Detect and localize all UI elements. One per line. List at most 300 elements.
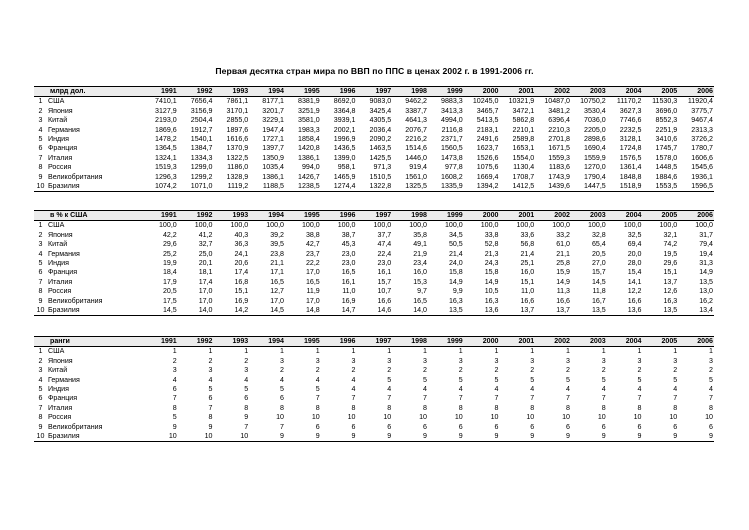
value-cell: 15,8	[484, 268, 499, 277]
value-cell: 6	[315, 422, 320, 431]
value-cell: 5862,8	[512, 116, 535, 125]
value-cell: 33,8	[484, 230, 499, 239]
value-cell: 1671,5	[548, 144, 570, 153]
value-cell: 11,0	[342, 287, 356, 296]
value-cell: 29,6	[162, 240, 177, 249]
row-number: 1	[38, 97, 43, 106]
value-cell: 1947,4	[262, 125, 284, 134]
value-cell: 3229,1	[262, 116, 284, 125]
value-cell: 10	[383, 413, 392, 422]
year-header: 2001	[500, 211, 536, 221]
value-cell: 7	[172, 394, 177, 403]
value-cell: 4	[351, 385, 356, 394]
country-name: Япония	[48, 106, 73, 115]
value-cell: 1514,6	[405, 144, 427, 153]
value-cell: 39,5	[270, 240, 284, 249]
value-cell: 100,0	[552, 221, 570, 230]
value-cell: 1074,2	[142, 182, 178, 192]
value-cell: 15,4	[627, 268, 642, 277]
value-cell: 1296,3	[155, 172, 177, 181]
value-cell: 8	[423, 403, 427, 412]
value-cell: 11530,3	[652, 97, 678, 106]
value-cell: 6	[709, 422, 713, 431]
value-cell: 4305,5	[369, 116, 392, 125]
table-row	[34, 126, 714, 135]
value-cell: 3	[172, 366, 177, 375]
value-cell: 7	[637, 394, 642, 403]
country-name: Россия	[48, 413, 72, 422]
value-cell: 24,3	[484, 259, 499, 268]
value-cell: 3472,1	[512, 106, 535, 115]
value-cell: 3425,4	[369, 106, 392, 115]
row-number: 1	[38, 221, 43, 230]
value-cell: 15,7	[591, 268, 606, 277]
value-cell: 15,8	[448, 268, 463, 277]
value-cell: 22,2	[305, 259, 320, 268]
country-name: США	[48, 221, 65, 230]
value-cell: 3201,7	[262, 106, 284, 115]
value-cell: 2116,8	[441, 125, 463, 134]
value-cell: 10	[490, 413, 499, 422]
table-row	[34, 135, 714, 144]
value-cell: 17,4	[198, 277, 213, 286]
year-header: 2004	[607, 211, 643, 221]
value-cell: 100,0	[623, 221, 642, 230]
year-header: 1999	[428, 211, 464, 221]
value-cell: 21,9	[413, 249, 427, 258]
value-cell: 2	[208, 356, 213, 365]
value-cell: 1465,9	[333, 172, 356, 181]
year-header: 2005	[643, 337, 679, 347]
value-cell: 17,1	[270, 268, 284, 277]
value-cell: 17,0	[198, 296, 213, 305]
year-header: 1995	[285, 87, 321, 97]
value-cell: 79,4	[699, 240, 713, 249]
row-number: 1	[38, 347, 43, 356]
value-cell: 39,2	[270, 230, 284, 239]
table-row	[34, 432, 714, 442]
value-cell: 24,0	[448, 259, 463, 268]
value-cell: 977,8	[444, 163, 463, 172]
value-cell: 8	[601, 403, 606, 412]
year-header: 2003	[571, 211, 607, 221]
value-cell: 1130,4	[513, 163, 535, 172]
value-cell: 1426,7	[298, 172, 320, 181]
value-cell: 8	[566, 403, 570, 412]
value-cell: 16,1	[341, 277, 356, 286]
value-cell: 1035,4	[262, 163, 284, 172]
value-cell: 2210,3	[548, 125, 570, 134]
year-header: 1993	[214, 337, 250, 347]
value-cell: 10	[562, 413, 570, 422]
value-cell: 5	[315, 385, 320, 394]
row-number: 6	[38, 394, 43, 403]
country-name: Великобритания	[48, 422, 103, 431]
value-cell: 9	[244, 413, 249, 422]
value-cell: 8	[244, 403, 249, 412]
year-header: 1999	[428, 87, 464, 97]
value-cell: 6396,4	[548, 116, 570, 125]
value-cell: 17,5	[162, 296, 177, 305]
value-cell: 2002,1	[333, 125, 356, 134]
value-cell: 3726,2	[691, 135, 713, 144]
value-cell: 6	[351, 422, 356, 431]
value-cell: 14,9	[556, 277, 570, 286]
country-name: Великобритания	[48, 296, 103, 305]
value-cell: 1384,7	[190, 144, 213, 153]
value-cell: 3	[673, 356, 678, 365]
value-cell: 69,4	[627, 240, 642, 249]
value-cell: 1439,6	[535, 182, 571, 192]
country-name: Франция	[48, 268, 78, 277]
value-cell: 22,4	[377, 249, 392, 258]
value-cell: 1559,9	[584, 153, 606, 162]
value-cell: 11,9	[306, 287, 320, 296]
value-cell: 10	[526, 413, 535, 422]
value-cell: 14,7	[321, 306, 357, 316]
value-cell: 1	[494, 347, 499, 356]
value-cell: 2	[530, 366, 535, 375]
value-cell: 1186,0	[227, 163, 249, 172]
value-cell: 3	[423, 356, 427, 365]
country-name: Россия	[48, 163, 72, 172]
value-cell: 28,0	[627, 259, 642, 268]
value-cell: 1518,9	[607, 182, 643, 192]
value-cell: 23,0	[341, 249, 356, 258]
value-cell: 7	[351, 394, 356, 403]
row-number: 2	[38, 230, 43, 239]
value-cell: 2	[423, 366, 427, 375]
value-cell: 6	[208, 394, 213, 403]
value-cell: 5	[637, 375, 642, 384]
value-cell: 13,7	[500, 306, 536, 316]
value-cell: 16,8	[234, 277, 249, 286]
value-cell: 1463,5	[369, 144, 392, 153]
value-cell: 38,7	[341, 230, 356, 239]
value-cell: 7	[709, 394, 713, 403]
value-cell: 34,5	[448, 230, 463, 239]
value-cell: 2	[244, 356, 249, 365]
value-cell: 3364,8	[333, 106, 356, 115]
value-cell: 21,1	[270, 259, 284, 268]
country-name: Индия	[48, 259, 69, 268]
value-cell: 7	[458, 394, 463, 403]
value-cell: 38,8	[305, 230, 320, 239]
value-cell: 8	[673, 403, 678, 412]
value-cell: 1	[637, 347, 642, 356]
value-cell: 100,0	[659, 221, 678, 230]
value-cell: 4	[673, 385, 678, 394]
value-cell: 1350,9	[262, 153, 284, 162]
value-cell: 17,9	[162, 277, 177, 286]
value-cell: 4	[423, 385, 427, 394]
row-number: 7	[38, 277, 43, 286]
value-cell: 2232,5	[619, 125, 642, 134]
value-cell: 11,3	[556, 287, 570, 296]
year-header: 2000	[464, 337, 500, 347]
value-cell: 16,1	[377, 268, 392, 277]
table-row	[34, 394, 714, 403]
value-cell: 3	[351, 356, 356, 365]
value-cell: 10	[142, 432, 178, 442]
table-gdp-billion-usd	[34, 86, 714, 192]
value-cell: 23,7	[305, 249, 320, 258]
value-cell: 9083,0	[369, 97, 392, 106]
value-cell: 8	[458, 403, 463, 412]
page-title: Первая десятка стран мира по ВВП по ППС в ценах 2002 г. в 1991-2006 гг.	[215, 66, 534, 76]
country-name: Индия	[48, 385, 69, 394]
value-cell: 4	[566, 385, 570, 394]
table-row	[34, 287, 714, 296]
value-cell: 10,7	[377, 287, 392, 296]
country-name: Китай	[48, 116, 68, 125]
value-cell: 9,9	[452, 287, 463, 296]
value-cell: 8	[494, 403, 499, 412]
value-cell: 1780,7	[691, 144, 713, 153]
value-cell: 3127,9	[155, 106, 177, 115]
value-cell: 7410,1	[155, 97, 177, 106]
value-cell: 100,0	[158, 221, 177, 230]
value-cell: 8177,1	[262, 97, 284, 106]
value-cell: 36,3	[234, 240, 249, 249]
value-cell: 1	[709, 347, 713, 356]
value-cell: 2504,4	[190, 116, 213, 125]
value-cell: 49,1	[413, 240, 427, 249]
value-cell: 37,7	[377, 230, 392, 239]
value-cell: 8	[172, 403, 177, 412]
row-number: 9	[38, 172, 43, 181]
value-cell: 4	[709, 385, 713, 394]
value-cell: 2371,7	[441, 135, 463, 144]
country-name: Германия	[48, 125, 80, 134]
value-cell: 42,2	[162, 230, 177, 239]
value-cell: 3251,9	[298, 106, 320, 115]
table-row	[34, 297, 714, 306]
value-cell: 3696,0	[655, 106, 678, 115]
value-cell: 7036,0	[584, 116, 606, 125]
value-cell: 10	[633, 413, 642, 422]
value-cell: 100,0	[266, 221, 284, 230]
value-cell: 2	[601, 366, 606, 375]
value-cell: 3775,7	[691, 106, 713, 115]
value-cell: 21,3	[484, 249, 499, 258]
value-cell: 31,3	[699, 259, 713, 268]
value-cell: 16,7	[591, 296, 606, 305]
row-number: 5	[38, 135, 43, 144]
value-cell: 13,6	[464, 306, 500, 316]
value-cell: 1399,0	[333, 153, 356, 162]
value-cell: 2701,8	[548, 135, 570, 144]
value-cell: 1420,8	[298, 144, 320, 153]
value-cell: 100,0	[444, 221, 463, 230]
value-cell: 11,0	[520, 287, 535, 296]
year-header: 1997	[357, 87, 393, 97]
value-cell: 29,6	[663, 259, 678, 268]
value-cell: 6	[673, 422, 678, 431]
value-cell: 10245,0	[472, 97, 499, 106]
value-cell: 1183,6	[548, 163, 570, 172]
row-number: 3	[38, 116, 43, 125]
value-cell: 1188,5	[249, 182, 285, 192]
year-header: 2003	[571, 87, 607, 97]
row-number: 6	[38, 268, 43, 277]
table-row	[34, 423, 714, 432]
value-cell: 2090,2	[369, 135, 392, 144]
value-cell: 10	[214, 432, 250, 442]
value-cell: 1578,0	[655, 153, 678, 162]
value-cell: 5	[566, 375, 570, 384]
unit-label: млрд дол.	[48, 87, 142, 97]
value-cell: 14,5	[142, 306, 178, 316]
table-row	[34, 97, 714, 107]
value-cell: 9	[208, 422, 213, 431]
value-cell: 1274,4	[321, 182, 357, 192]
value-cell: 2	[637, 366, 642, 375]
value-cell: 8	[351, 403, 356, 412]
country-name: Италия	[48, 153, 73, 162]
unit-label: ранги	[48, 337, 142, 347]
value-cell: 1623,7	[476, 144, 499, 153]
value-cell: 971,3	[373, 163, 392, 172]
value-cell: 20,1	[198, 259, 213, 268]
value-cell: 6	[458, 422, 463, 431]
value-cell: 3465,7	[476, 106, 499, 115]
value-cell: 1559,3	[548, 153, 570, 162]
value-cell: 1	[530, 347, 535, 356]
value-cell: 1322,8	[357, 182, 393, 192]
value-cell: 10750,2	[580, 97, 606, 106]
value-cell: 1	[280, 347, 284, 356]
value-cell: 1510,5	[369, 172, 392, 181]
value-cell: 4	[280, 375, 284, 384]
value-cell: 7746,6	[619, 116, 642, 125]
value-cell: 13,7	[535, 306, 571, 316]
year-header: 1993	[214, 211, 250, 221]
value-cell: 16,0	[520, 268, 535, 277]
value-cell: 13,5	[571, 306, 607, 316]
year-header: 1995	[285, 211, 321, 221]
table-header-row	[34, 87, 714, 97]
value-cell: 7861,1	[226, 97, 249, 106]
value-cell: 15,3	[413, 277, 427, 286]
table-row	[34, 107, 714, 116]
row-number: 8	[38, 163, 43, 172]
value-cell: 17,0	[270, 296, 284, 305]
value-cell: 13,5	[428, 306, 464, 316]
value-cell: 1386,1	[298, 153, 320, 162]
country-name: Бразилия	[48, 182, 142, 192]
value-cell: 3	[208, 366, 213, 375]
value-cell: 17,4	[234, 268, 249, 277]
value-cell: 50,5	[448, 240, 463, 249]
value-cell: 1	[315, 347, 320, 356]
value-cell: 1299,0	[190, 163, 213, 172]
value-cell: 74,2	[663, 240, 678, 249]
value-cell: 9	[464, 432, 500, 442]
value-cell: 6	[244, 394, 249, 403]
value-cell: 9,7	[417, 287, 427, 296]
table-row	[34, 144, 714, 153]
value-cell: 2	[172, 356, 177, 365]
value-cell: 10	[705, 413, 713, 422]
value-cell: 14,5	[249, 306, 285, 316]
value-cell: 1884,6	[655, 172, 678, 181]
value-cell: 2	[673, 366, 678, 375]
value-cell: 3	[244, 366, 249, 375]
value-cell: 25,0	[198, 249, 213, 258]
value-cell: 56,8	[520, 240, 535, 249]
value-cell: 9	[428, 432, 464, 442]
value-cell: 5	[172, 413, 177, 422]
value-cell: 23,0	[341, 259, 356, 268]
year-header: 2004	[607, 337, 643, 347]
value-cell: 1425,5	[369, 153, 392, 162]
value-cell: 1608,2	[441, 172, 463, 181]
value-cell: 958,1	[337, 163, 356, 172]
value-cell: 25,8	[556, 259, 570, 268]
year-header: 1997	[357, 211, 393, 221]
value-cell: 13,5	[643, 306, 679, 316]
value-cell: 7	[244, 422, 249, 431]
value-cell: 16,3	[663, 296, 678, 305]
value-cell: 1	[351, 347, 356, 356]
value-cell: 3156,9	[190, 106, 213, 115]
table-row	[34, 347, 714, 357]
value-cell: 1071,0	[178, 182, 214, 192]
year-header: 2006	[678, 211, 714, 221]
value-cell: 13,7	[663, 277, 678, 286]
value-cell: 16,6	[377, 296, 392, 305]
value-cell: 6	[637, 422, 642, 431]
year-header: 2003	[571, 337, 607, 347]
value-cell: 6	[423, 422, 427, 431]
value-cell: 4994,0	[441, 116, 463, 125]
table-percent-of-usa	[34, 210, 714, 316]
value-cell: 1669,4	[476, 172, 499, 181]
value-cell: 10	[311, 413, 320, 422]
value-cell: 3	[280, 356, 284, 365]
value-cell: 1238,5	[285, 182, 321, 192]
year-header: 1994	[249, 337, 285, 347]
value-cell: 1519,3	[155, 163, 177, 172]
row-number: 10	[34, 182, 48, 192]
value-cell: 1	[244, 347, 249, 356]
value-cell: 3627,3	[619, 106, 642, 115]
value-cell: 2	[387, 366, 392, 375]
year-header: 1996	[321, 211, 357, 221]
value-cell: 33,6	[520, 230, 535, 239]
year-header: 1999	[428, 337, 464, 347]
value-cell: 15,9	[556, 268, 570, 277]
country-name: Индия	[48, 135, 69, 144]
value-cell: 1936,1	[691, 172, 713, 181]
row-number: 7	[38, 153, 43, 162]
value-cell: 1708,7	[512, 172, 535, 181]
value-cell: 16,9	[234, 296, 249, 305]
value-cell: 6	[566, 422, 570, 431]
value-cell: 10	[178, 432, 214, 442]
value-cell: 1897,6	[226, 125, 249, 134]
value-cell: 2183,1	[476, 125, 499, 134]
value-cell: 5	[601, 375, 606, 384]
value-cell: 3	[709, 356, 713, 365]
value-cell: 7	[280, 422, 284, 431]
value-cell: 7	[673, 394, 678, 403]
value-cell: 6	[172, 385, 177, 394]
value-cell: 16,3	[484, 296, 499, 305]
table-row	[34, 268, 714, 277]
table-row	[34, 278, 714, 287]
